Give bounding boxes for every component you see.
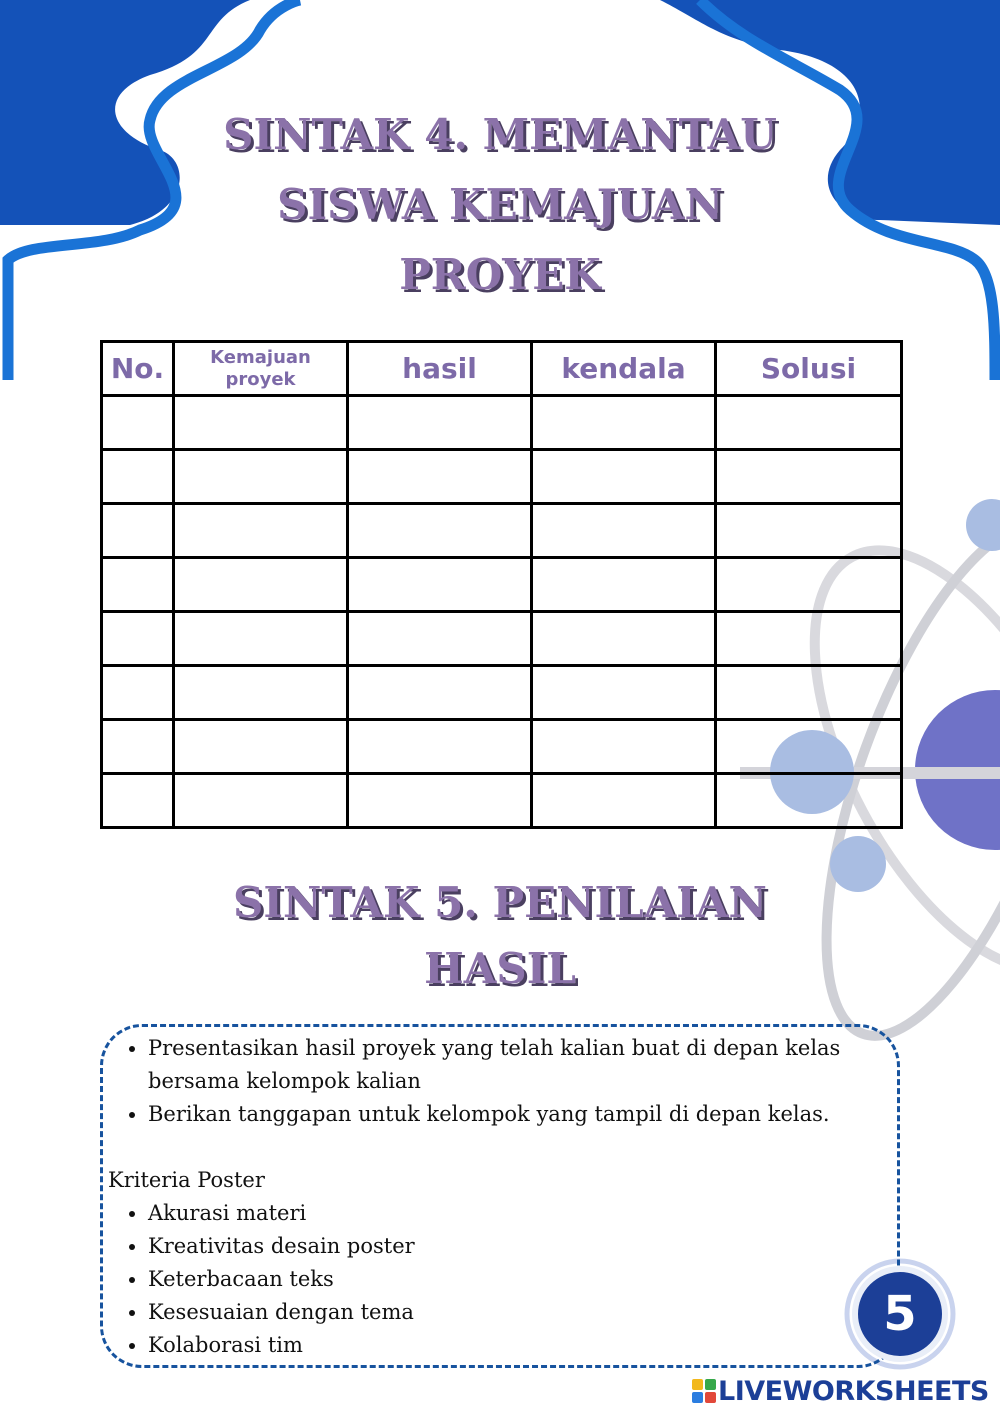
list-item: • Berikan tanggapan untuk kelompok yang tampil di depan kelas. [148, 1098, 898, 1131]
table-row [102, 396, 902, 450]
table-row [102, 774, 902, 828]
section5-title [0, 870, 1000, 1002]
table-cell [532, 774, 716, 828]
table-cell [716, 450, 902, 504]
brand-footer [692, 1374, 989, 1408]
table-cell [102, 612, 174, 666]
table-cell [174, 396, 348, 450]
table-row [102, 612, 902, 666]
table-cell [532, 504, 716, 558]
header-kendala: kendala [532, 342, 716, 396]
table-cell [348, 450, 532, 504]
section5-title-line: SINTAK 5. PENILAIAN [233, 878, 767, 927]
header-hasil: hasil [348, 342, 532, 396]
table-cell [716, 504, 902, 558]
table-header-row [102, 342, 902, 396]
table-cell [716, 612, 902, 666]
table-row [102, 450, 902, 504]
table-cell [532, 450, 716, 504]
criteria-label: Kriteria Poster [108, 1168, 265, 1192]
table-cell [348, 504, 532, 558]
table-cell [102, 450, 174, 504]
table-cell [102, 666, 174, 720]
table-cell [174, 504, 348, 558]
table-cell [532, 720, 716, 774]
table-cell [348, 558, 532, 612]
table-row [102, 666, 902, 720]
header-kemajuan-proyek: Kemajuan proyek [174, 342, 348, 396]
section4-title-line: PROYEK [399, 250, 601, 299]
list-item: • Akurasi materi [148, 1197, 898, 1230]
assessment-content [108, 1032, 898, 1362]
table-cell [174, 666, 348, 720]
section5-title-line: HASIL [424, 944, 576, 993]
table-body [102, 396, 902, 828]
table-cell [532, 558, 716, 612]
table-cell [532, 612, 716, 666]
table-cell [348, 396, 532, 450]
table-cell [102, 558, 174, 612]
table-cell [174, 612, 348, 666]
criteria-list [108, 1197, 898, 1362]
table-cell [348, 666, 532, 720]
table-cell [716, 396, 902, 450]
table-cell [716, 720, 902, 774]
table-cell [174, 450, 348, 504]
table-cell [102, 504, 174, 558]
table-row [102, 504, 902, 558]
table-cell [102, 774, 174, 828]
section4-title-line: SINTAK 4. MEMANTAU [223, 110, 777, 159]
list-item: • Kesesuaian dengan tema [148, 1296, 898, 1329]
table-cell [102, 396, 174, 450]
list-item: • Kolaborasi tim [148, 1329, 898, 1362]
list-item: • Keterbacaan teks [148, 1263, 898, 1296]
page-number-badge: 5 [852, 1266, 948, 1362]
table-cell [716, 666, 902, 720]
header-no: No. [102, 342, 174, 396]
table-row [102, 720, 902, 774]
list-item: • Kreativitas desain poster [148, 1230, 898, 1263]
table-cell [532, 396, 716, 450]
header-solusi: Solusi [716, 342, 902, 396]
table-cell [348, 612, 532, 666]
table-cell [174, 558, 348, 612]
section4-title [0, 100, 1000, 310]
list-item: • Presentasikan hasil proyek yang telah kalian buat di depan kelas bersama kelompok kalian [148, 1032, 898, 1098]
table-cell [102, 720, 174, 774]
table-cell [348, 774, 532, 828]
table-cell [716, 774, 902, 828]
table-cell [348, 720, 532, 774]
table-cell [174, 774, 348, 828]
table-cell [532, 666, 716, 720]
table-cell [174, 720, 348, 774]
liveworksheets-logo-icon [692, 1379, 716, 1403]
table-row [102, 558, 902, 612]
brand-text: LIVEWORKSHEETS [718, 1375, 989, 1407]
section4-title-line: SISWA KEMAJUAN [277, 180, 723, 229]
progress-table [100, 340, 903, 829]
instructions-list [108, 1032, 898, 1131]
table-cell [716, 558, 902, 612]
